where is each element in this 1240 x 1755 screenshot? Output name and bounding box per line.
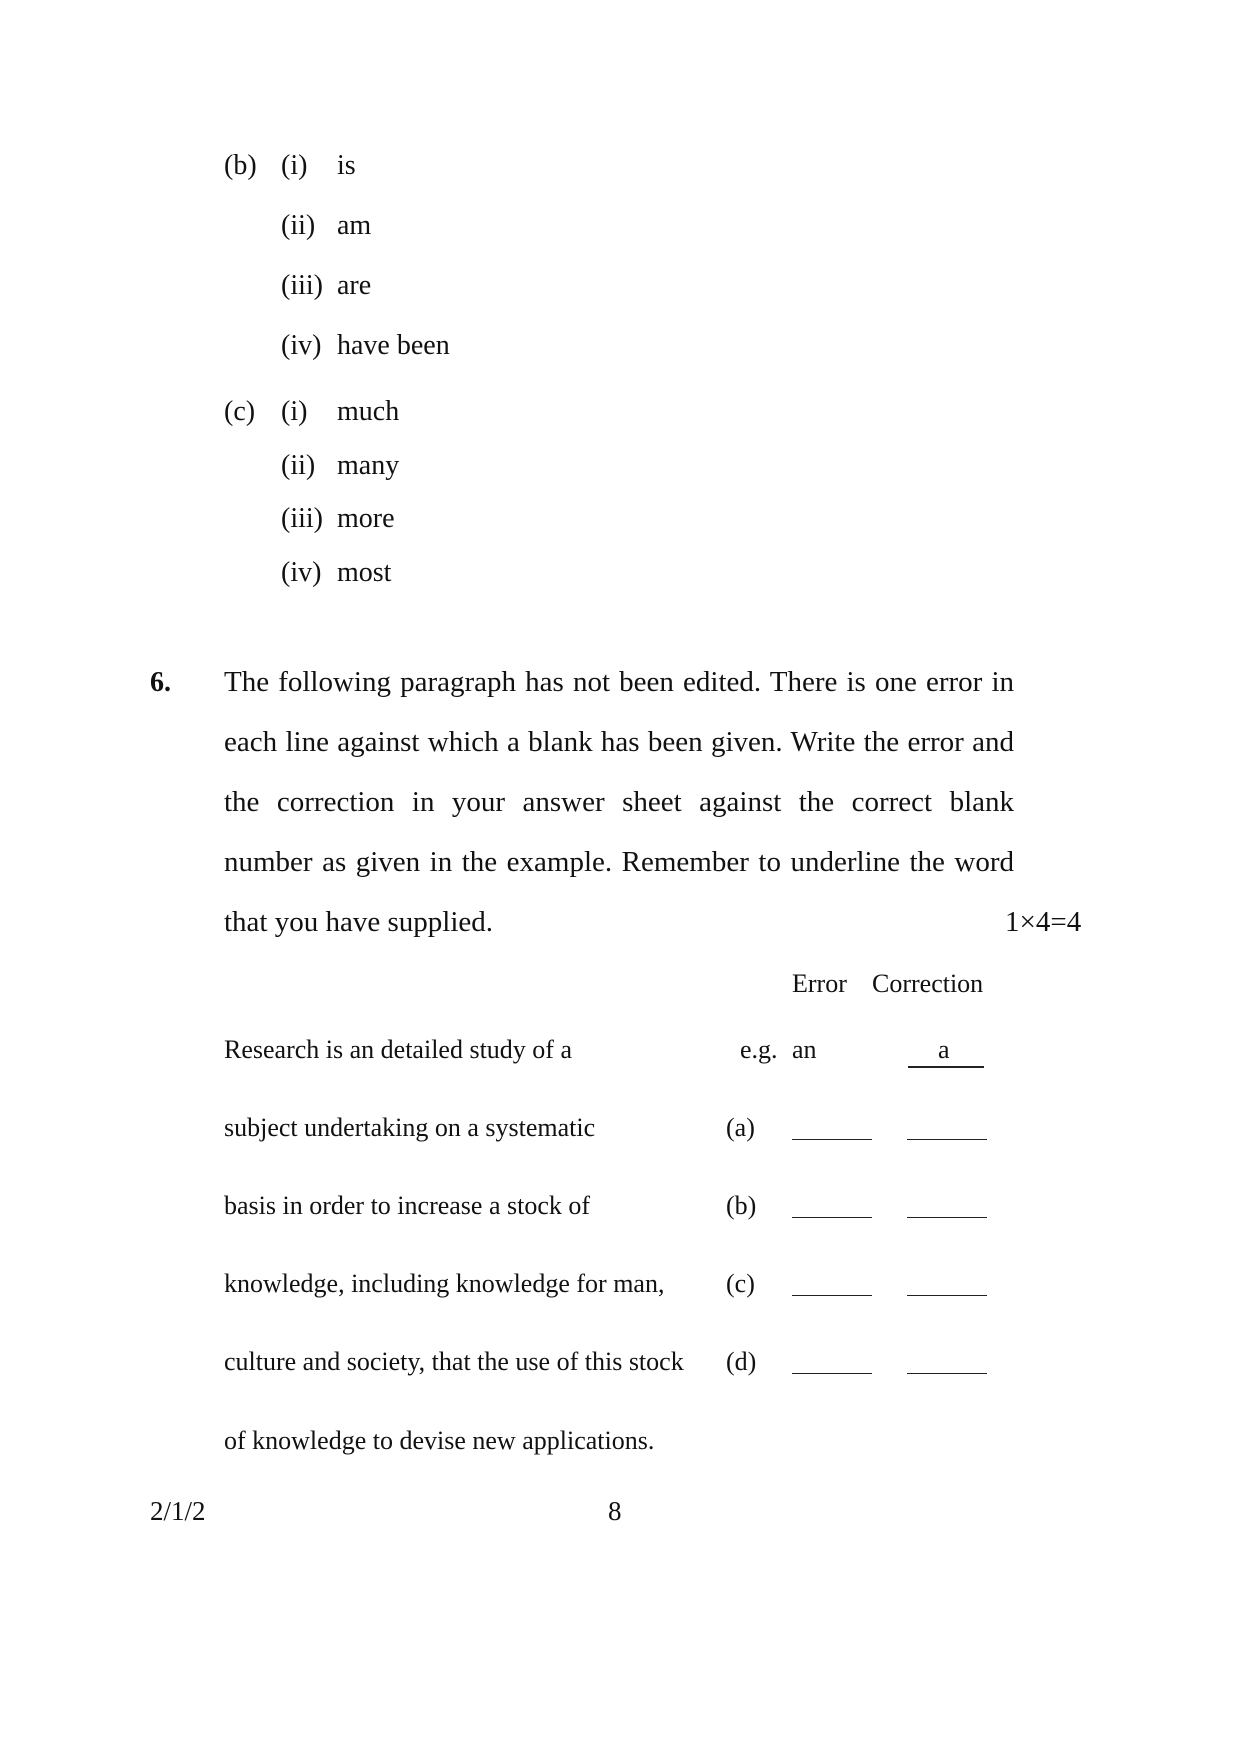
option-text: have been	[337, 330, 450, 361]
option-text: most	[337, 557, 392, 588]
error-blank[interactable]	[792, 1373, 872, 1374]
page-number: 8	[608, 1496, 622, 1526]
option-number: (iv)	[281, 330, 322, 361]
option-group-label: (c)	[224, 396, 256, 427]
passage-line: subject undertaking on a systematic	[224, 1113, 596, 1142]
error-blank[interactable]	[792, 1295, 872, 1296]
correction-blank[interactable]	[907, 1295, 987, 1296]
option-text: more	[337, 503, 395, 534]
marks-label: 1×4=4	[1005, 906, 1082, 938]
instruction-line: the correction in your answer sheet against the correct blank	[224, 786, 1014, 818]
instruction-line: number as given in the example. Remember to underline the word	[224, 846, 1014, 878]
error-blank[interactable]	[792, 1139, 872, 1140]
instruction-line: each line against which a blank has been given. Write the error and	[224, 726, 1014, 758]
row-label: (b)	[726, 1191, 757, 1220]
passage-line: basis in order to increase a stock of	[224, 1191, 591, 1220]
option-number: (iii)	[281, 270, 323, 301]
option-number: (i)	[281, 150, 308, 181]
paper-code: 2/1/2	[150, 1496, 206, 1526]
option-text: is	[337, 150, 356, 181]
correction-blank[interactable]	[907, 1373, 987, 1374]
correction-blank[interactable]	[907, 1217, 987, 1218]
passage-line: knowledge, including knowledge for man,	[224, 1269, 665, 1298]
instruction-line: The following paragraph has not been edited. There is one error in	[224, 666, 1014, 698]
error-blank[interactable]	[792, 1217, 872, 1218]
option-number: (ii)	[281, 450, 316, 481]
example-correction-underline	[908, 1066, 984, 1068]
passage-line: culture and society, that the use of this stock	[224, 1347, 684, 1376]
passage-line: Research is an detailed study of a	[224, 1035, 572, 1064]
option-text: am	[337, 210, 372, 241]
row-label: e.g.	[740, 1035, 778, 1064]
correction-blank[interactable]	[907, 1139, 987, 1140]
option-number: (iii)	[281, 503, 323, 534]
column-header-error: Error	[792, 969, 847, 998]
example-error: an	[792, 1035, 817, 1064]
row-label: (d)	[726, 1347, 757, 1376]
column-header-correction: Correction	[872, 969, 984, 998]
option-number: (ii)	[281, 210, 316, 241]
example-correction: a	[938, 1035, 950, 1064]
row-label: (c)	[726, 1269, 755, 1298]
option-text: are	[337, 270, 372, 301]
question-number: 6.	[150, 667, 171, 698]
option-text: many	[337, 450, 400, 481]
row-label: (a)	[726, 1113, 755, 1142]
option-number: (iv)	[281, 557, 322, 588]
option-group-label: (b)	[224, 150, 257, 181]
passage-line: of knowledge to devise new applications.	[224, 1426, 655, 1455]
option-number: (i)	[281, 396, 308, 427]
option-text: much	[337, 396, 400, 427]
instruction-line: that you have supplied.	[224, 906, 494, 938]
